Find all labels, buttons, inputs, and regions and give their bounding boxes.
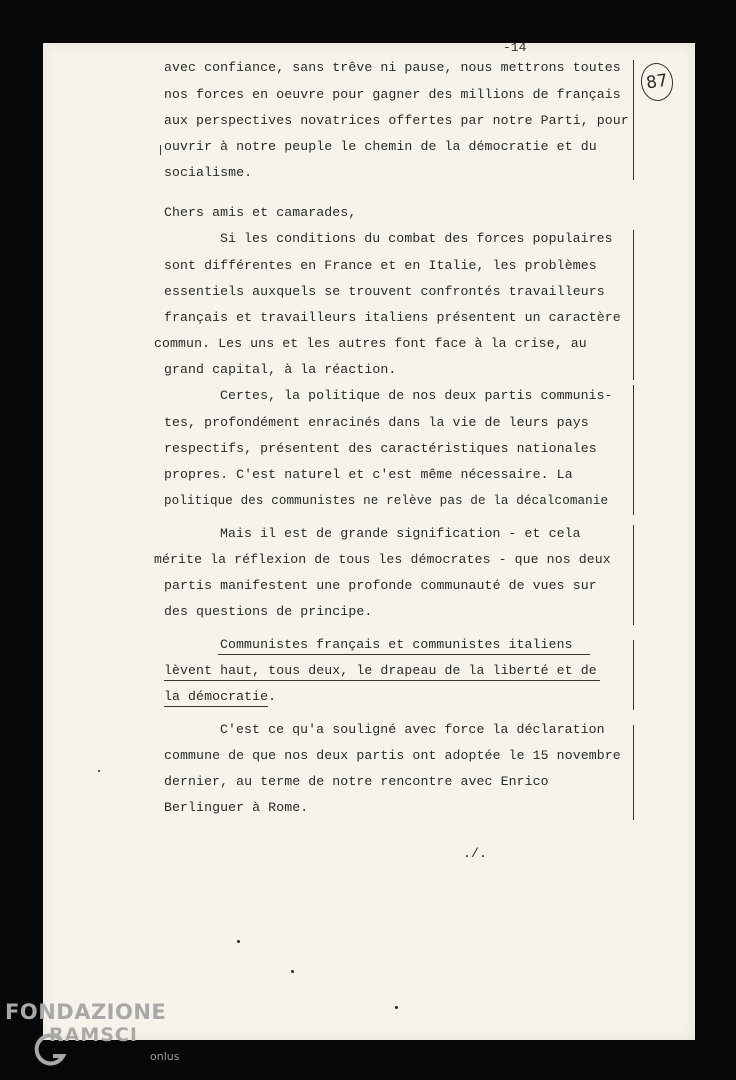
text-line: sont différentes en France et en Italie, les problèmes — [164, 258, 597, 273]
margin-line — [633, 385, 634, 515]
text-line: nos forces en oeuvre pour gagner des millions de français — [164, 87, 621, 102]
underline — [164, 680, 600, 681]
margin-line — [633, 525, 634, 625]
text-line: Certes, la politique de nos deux partis communis- — [220, 388, 613, 403]
salutation: Chers amis et camarades, — [164, 205, 357, 220]
watermark-onlus: onlus — [150, 1050, 180, 1063]
text-line: commune de que nos deux partis ont adoptée le 15 novembre — [164, 748, 621, 763]
ink-speck — [291, 970, 294, 973]
underline — [164, 706, 268, 707]
text-line: respectifs, présentent des caractéristiques nationales — [164, 441, 597, 456]
underlined-line: Communistes français et communistes italiens — [220, 637, 573, 652]
text-line: avec confiance, sans trêve ni pause, nous mettrons toutes — [164, 60, 621, 75]
text-line: politique des communistes ne relève pas de la décalcomanie — [164, 494, 609, 508]
text-line: grand capital, à la réaction. — [164, 362, 397, 377]
text-line: Mais il est de grande signification - et cela — [220, 526, 581, 541]
page-number: -14 — [503, 40, 527, 55]
text-line: partis manifestent une profonde communauté de vues sur — [164, 578, 597, 593]
folio-number: 87 — [639, 61, 676, 103]
ink-speck — [237, 940, 240, 943]
underline — [218, 654, 590, 655]
ink-speck — [98, 770, 100, 772]
text-line: essentiels auxquels se trouvent confrontés travailleurs — [164, 284, 605, 299]
text-line: des questions de principe. — [164, 604, 373, 619]
margin-tick — [160, 145, 161, 155]
text-line: tes, profondément enracinés dans la vie de leurs pays — [164, 415, 589, 430]
watermark-line1: FONDAZIONE — [5, 1000, 167, 1024]
underlined-line: la démocratie. — [164, 689, 277, 704]
text-line: français et travailleurs italiens présentent un caractère — [164, 310, 621, 325]
text-line: Si les conditions du combat des forces populaires — [220, 231, 613, 246]
text-line: propres. C'est naturel et c'est même nécessaire. La — [164, 467, 573, 482]
margin-line — [633, 60, 634, 180]
text-line: C'est ce qu'a souligné avec force la déclaration — [220, 722, 605, 737]
text-line: dernier, au terme de notre rencontre avec Enrico — [164, 774, 549, 789]
text-line: mérite la réflexion de tous les démocrates - que nos deux — [154, 552, 611, 567]
text-line: commun. Les uns et les autres font face à la crise, au — [154, 336, 587, 351]
underlined-line: lèvent haut, tous deux, le drapeau de la liberté et de — [164, 663, 597, 678]
margin-line — [633, 640, 634, 710]
text-line: socialisme. — [164, 165, 253, 180]
margin-line — [633, 725, 634, 820]
continuation-mark: ./. — [463, 846, 488, 861]
watermark-line2: RAMSCI — [49, 1024, 138, 1046]
text-line: Berlinguer à Rome. — [164, 800, 309, 815]
fondazione-gramsci-watermark — [5, 1000, 195, 1080]
margin-line — [633, 230, 634, 380]
text-line: aux perspectives novatrices offertes par notre Parti, pour — [164, 113, 629, 128]
ink-speck — [395, 1006, 398, 1009]
text-line: ouvrir à notre peuple le chemin de la démocratie et du — [164, 139, 597, 154]
